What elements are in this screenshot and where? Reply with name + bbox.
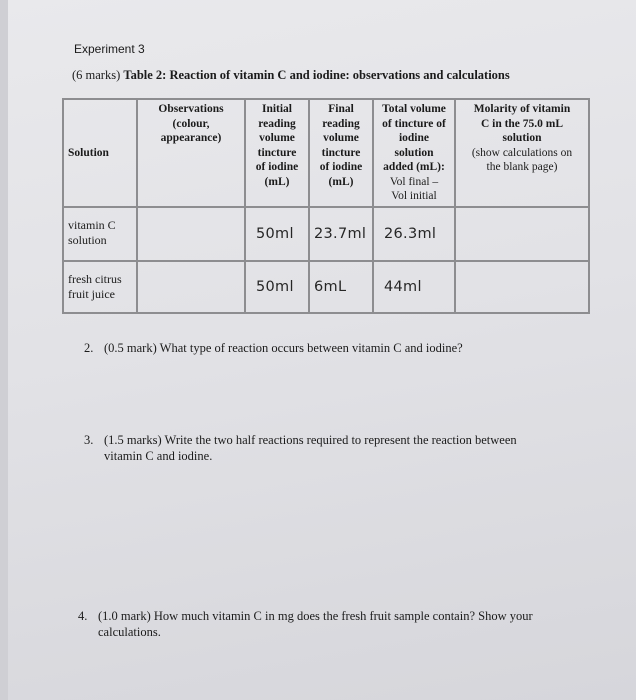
experiment-title: Experiment 3: [74, 42, 145, 56]
question-3: 3. (1.5 marks) Write the two half reactions required to represent the reaction between vitamin C and iodine.: [84, 433, 517, 463]
header-final-reading: Final reading volume tincture of iodine (mL): [309, 99, 373, 207]
row-initial-volume[interactable]: 50ml: [245, 207, 309, 261]
question-2: 2. (0.5 mark) What type of reaction occurs between vitamin C and iodine?: [84, 341, 463, 355]
row-molarity-cell[interactable]: [455, 261, 589, 313]
header-solution: Solution: [63, 99, 137, 207]
table-title: [72, 68, 510, 83]
results-table: [62, 98, 590, 314]
row-initial-volume[interactable]: 50ml: [245, 261, 309, 313]
table-row: [63, 261, 589, 313]
header-total-volume: Total volume of tincture of iodine solution added (mL): Vol final – Vol initial: [373, 99, 455, 207]
table-title-text: Table 2: Reaction of vitamin C and iodine: observations and calculations: [123, 68, 510, 82]
row-total-volume[interactable]: 44ml: [373, 261, 455, 313]
table-row: [63, 207, 589, 261]
header-molarity: Molarity of vitamin C in the 75.0 mL solution (show calculations on the blank page): [455, 99, 589, 207]
page-edge: [0, 0, 8, 700]
row-total-volume[interactable]: 26.3ml: [373, 207, 455, 261]
question-4: 4. (1.0 mark) How much vitamin C in mg does the fresh fruit sample contain? Show your calculations.: [78, 609, 533, 639]
table-header-row: [63, 99, 589, 207]
row-solution-name: fresh citrus fruit juice: [63, 261, 137, 313]
row-molarity-cell[interactable]: [455, 207, 589, 261]
row-solution-name: vitamin C solution: [63, 207, 137, 261]
row-final-volume[interactable]: 6mL: [309, 261, 373, 313]
header-initial-reading: Initial reading volume tincture of iodine (mL): [245, 99, 309, 207]
table-title-marks: (6 marks): [72, 68, 121, 82]
row-observations-cell[interactable]: [137, 261, 245, 313]
header-observations: Observations (colour, appearance): [137, 99, 245, 207]
row-final-volume[interactable]: 23.7ml: [309, 207, 373, 261]
row-observations-cell[interactable]: [137, 207, 245, 261]
